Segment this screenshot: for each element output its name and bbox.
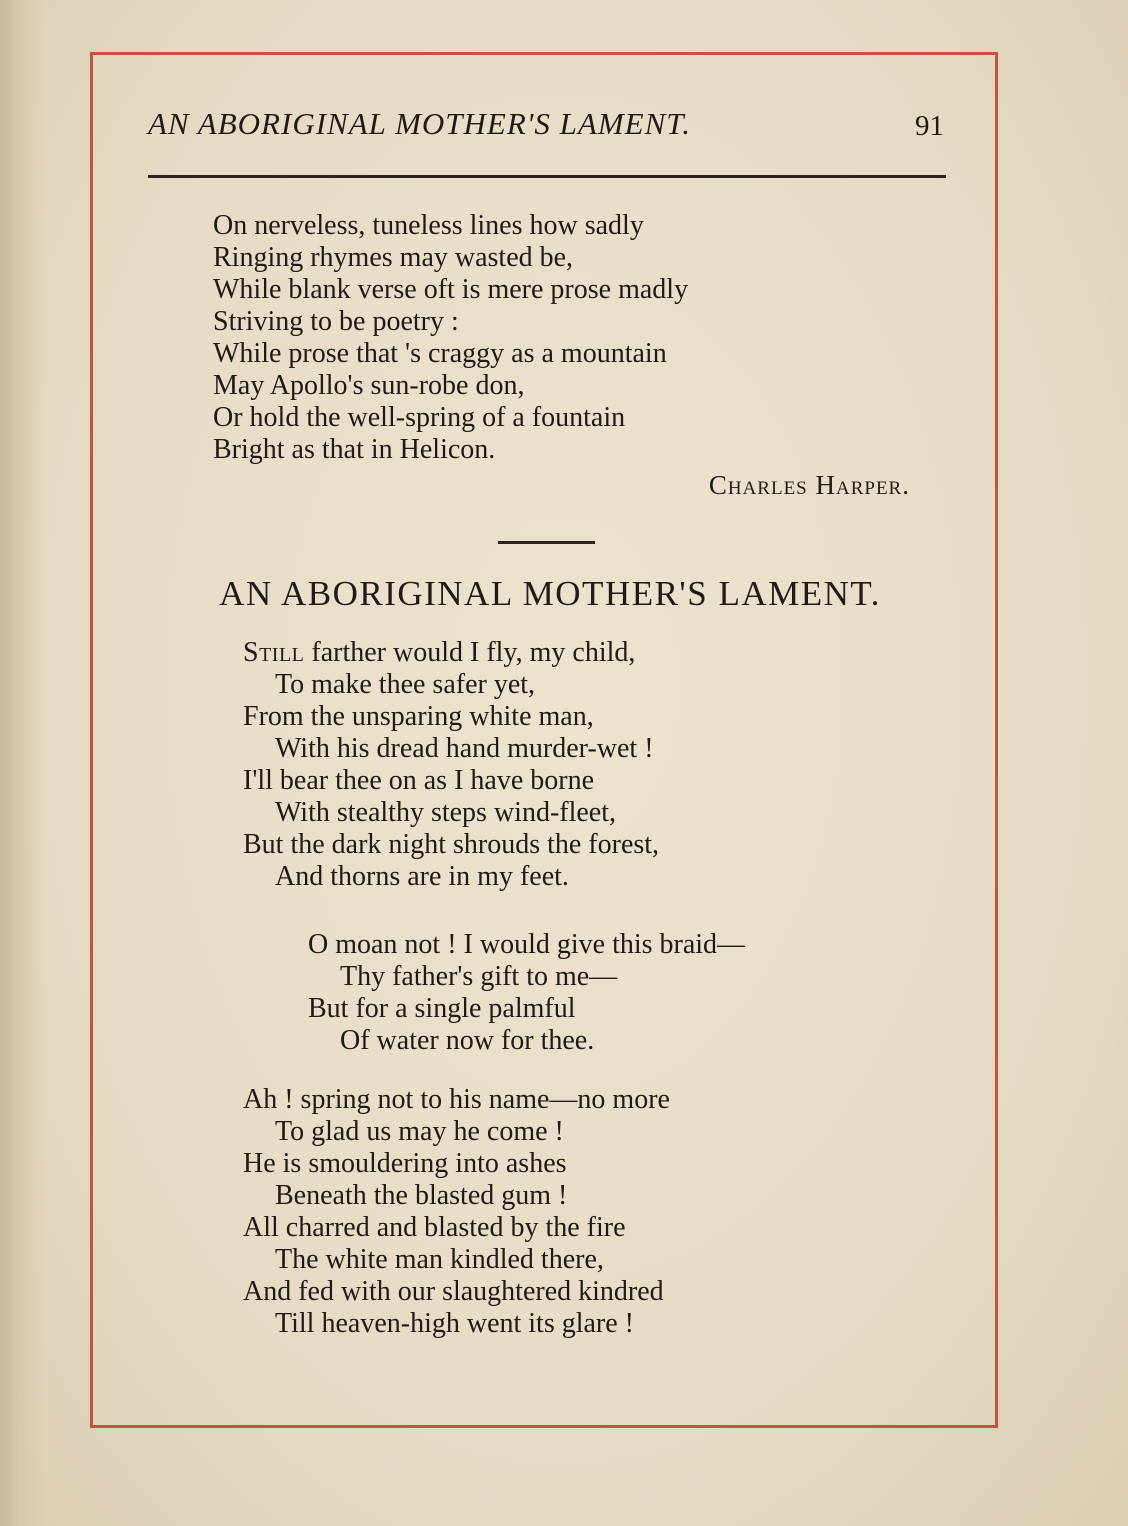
- running-head: [148, 100, 944, 148]
- poem-line: Thy father's gift to me—: [340, 961, 618, 992]
- poem-line: Bright as that in Helicon.: [213, 434, 496, 465]
- poem-line: May Apollo's sun-robe don,: [213, 370, 525, 401]
- poem-line: On nerveless, tuneless lines how sadly: [213, 210, 644, 241]
- section-divider: [498, 541, 595, 544]
- poem-line: Till heaven-high went its glare !: [275, 1308, 635, 1339]
- previous-poem-stanza: [213, 210, 688, 466]
- poem-line: With his dread hand murder-wet !: [275, 733, 654, 764]
- poem-line: Or hold the well-spring of a fountain: [213, 402, 626, 433]
- poem-line: From the unsparing white man,: [243, 701, 594, 732]
- running-head-title: AN ABORIGINAL MOTHER'S LAMENT.: [148, 106, 691, 141]
- poem-line: All charred and blasted by the fire: [243, 1212, 626, 1243]
- poem-line: O moan not ! I would give this braid—: [308, 929, 746, 960]
- poem-line: While blank verse oft is mere prose madly: [213, 274, 689, 305]
- header-rule: [148, 175, 946, 178]
- poem-line: And fed with our slaughtered kindred: [243, 1276, 664, 1307]
- poem-line: Beneath the blasted gum !: [275, 1180, 568, 1211]
- poem-line: He is smouldering into ashes: [243, 1148, 567, 1179]
- poem-line: Striving to be poetry :: [213, 306, 459, 337]
- stanza-3: [243, 1084, 670, 1340]
- stanza-2: [308, 929, 745, 1057]
- poem-line: While prose that 's craggy as a mountain: [213, 338, 667, 369]
- book-gutter-shadow: [0, 0, 46, 1526]
- poem-line: And thorns are in my feet.: [275, 861, 569, 892]
- poem-line: The white man kindled there,: [275, 1244, 604, 1275]
- poem-line: To make thee safer yet,: [275, 669, 536, 700]
- poem-line: Ah ! spring not to his name—no more: [243, 1084, 670, 1115]
- poem-line: With stealthy steps wind-fleet,: [275, 797, 617, 828]
- poem-line: Of water now for thee.: [340, 1025, 595, 1056]
- poem-line: But the dark night shrouds the forest,: [243, 829, 660, 860]
- poem-title: AN ABORIGINAL MOTHER'S LAMENT.: [219, 574, 881, 613]
- page-number: 91: [915, 110, 944, 142]
- poem-line: To glad us may he come !: [275, 1116, 564, 1147]
- poem-line: Ringing rhymes may wasted be,: [213, 242, 574, 273]
- poem-line: But for a single palmful: [308, 993, 576, 1024]
- poem-line: [243, 637, 659, 669]
- opening-word: Still: [243, 637, 305, 668]
- stanza-1: [243, 637, 659, 893]
- author-attribution: Charles Harper.: [708, 470, 910, 500]
- opening-line-rest: farther would I fly, my child,: [304, 637, 636, 668]
- poem-line: I'll bear thee on as I have borne: [243, 765, 594, 796]
